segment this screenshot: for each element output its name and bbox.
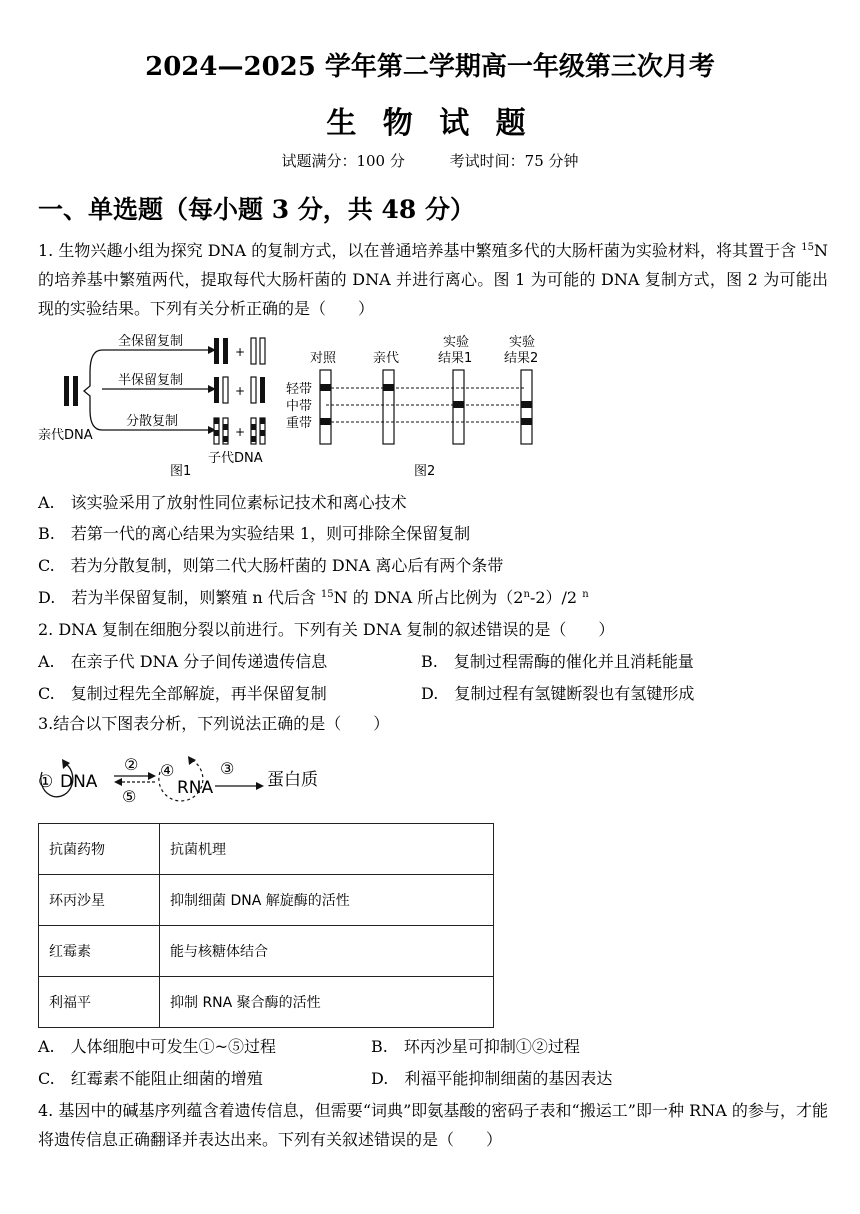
step5-label: ⑤ — [122, 787, 137, 806]
full-conservative-label: 全保留复制 — [118, 334, 184, 349]
col-result2: 结果2 — [504, 351, 539, 366]
q1-option-d[interactable]: D. 若为半保留复制，则繁殖 n 代后含 $^{15}$N 的 DNA 所占比例为（2$^n$-2）/2 $^n$ — [38, 588, 589, 607]
col-parent: 亲代 — [373, 351, 400, 366]
rna-label: RNA — [177, 778, 214, 798]
q2-stem: 2. DNA 复制在细胞分裂以前进行。下列有关 DNA 复制的叙述错误的是（ ） — [38, 620, 615, 639]
table-cell: 抗菌机理 — [160, 824, 494, 875]
q3-option-d[interactable]: D. 利福平能抑制细菌的基因表达 — [371, 1069, 613, 1088]
table-cell: 能与核糖体结合 — [160, 926, 494, 977]
dna-label: DNA — [60, 772, 98, 792]
exam-info — [0, 150, 860, 171]
q1-option-a[interactable]: A. 该实验采用了放射性同位素标记技术和离心技术 — [38, 493, 407, 512]
fig1-caption: 图1 — [170, 464, 192, 479]
svg-text:实验: 实验 — [443, 335, 470, 350]
parent-dna-strand — [73, 376, 78, 406]
q1-figures — [30, 332, 550, 480]
table-row — [39, 977, 494, 1028]
protein-label: 蛋白质 — [267, 770, 318, 790]
tube-control — [320, 370, 331, 444]
svg-text:实验: 实验 — [509, 335, 536, 350]
q1-stem: 1. 生物兴趣小组为探究 DNA 的复制方式，以在普通培养基中繁殖多代的大肠杆菌为实验材料，将其置于含 $^{15}$N 的培养基中繁殖两代，提取每代大肠杆菌的 DNA 并进行离心。图 1 为可能的 DNA 复制方式，图 2 为可能出现的实验结果。下列有关分析正确的是（ ） — [38, 241, 828, 318]
table-row — [39, 824, 494, 875]
parent-dna-label: 亲代DNA — [38, 428, 93, 443]
exam-title: 2024—2025 学年第二学期高一年级第三次月考 — [145, 52, 715, 82]
table-cell: 环丙沙星 — [39, 875, 160, 926]
table-row — [39, 926, 494, 977]
step1-label: ① — [38, 772, 54, 792]
tube-parent — [383, 370, 394, 444]
brace — [84, 350, 102, 430]
q3-option-c[interactable]: C. 红霉素不能阻止细菌的增殖 — [38, 1069, 263, 1088]
mid-band-label: 中带 — [286, 399, 313, 414]
parent-dna-strand — [64, 376, 69, 406]
q3-option-b[interactable]: B. 环丙沙星可抑制①②过程 — [371, 1037, 580, 1056]
col-result1: 结果1 — [438, 351, 473, 366]
step4-label: ④ — [160, 761, 175, 780]
table-cell: 抑制细菌 DNA 解旋酶的活性 — [160, 875, 494, 926]
q1-option-c[interactable]: C. 若为分散复制，则第二代大肠杆菌的 DNA 离心后有两个条带 — [38, 556, 504, 575]
table-cell: 抗菌药物 — [39, 824, 160, 875]
svg-text:+: + — [235, 345, 246, 359]
col-control: 对照 — [310, 351, 337, 366]
table-cell: 利福平 — [39, 977, 160, 1028]
svg-text:+: + — [235, 384, 246, 398]
q1-option-b[interactable]: B. 若第一代的离心结果为实验结果 1，则可排除全保留复制 — [38, 524, 471, 543]
full-score: 试题满分：100 分 — [281, 152, 405, 170]
q4-stem: 4. 基因中的碱基序列蕴含着遗传信息，但需要“词典”即氨基酸的密码子表和“搬运工”即一种 RNA 的参与，才能将遗传信息正确翻译并表达出来。下列有关叙述错误的是（ ） — [38, 1101, 828, 1149]
step2-label: ② — [124, 755, 139, 774]
q2-option-d[interactable]: D. 复制过程有氢键断裂也有氢键形成 — [421, 684, 695, 703]
section-title: 一、单选题（每小题 3 分，共 48 分） — [38, 195, 476, 224]
dispersive-label: 分散复制 — [126, 414, 179, 429]
child-dna-label: 子代DNA — [208, 451, 263, 466]
central-dogma-diagram — [32, 750, 352, 810]
heavy-band-label: 重带 — [286, 416, 313, 431]
fig2-caption: 图2 — [414, 464, 436, 479]
q2-option-b[interactable]: B. 复制过程需酶的催化并且消耗能量 — [421, 652, 694, 671]
svg-text:+: + — [235, 425, 246, 439]
table-cell: 红霉素 — [39, 926, 160, 977]
subject-title: 生 物 试 题 — [326, 106, 534, 141]
exam-time: 考试时间：75 分钟 — [449, 152, 579, 170]
step3-label: ③ — [220, 759, 235, 778]
q3-option-a[interactable]: A. 人体细胞中可发生①~⑤过程 — [38, 1037, 277, 1056]
q2-option-a[interactable]: A. 在亲子代 DNA 分子间传递遗传信息 — [38, 652, 328, 671]
table-row — [39, 875, 494, 926]
light-band-label: 轻带 — [286, 382, 313, 397]
antibiotic-table — [38, 823, 494, 1028]
semi-conservative-label: 半保留复制 — [118, 373, 184, 388]
table-cell: 抑制 RNA 聚合酶的活性 — [160, 977, 494, 1028]
q2-option-c[interactable]: C. 复制过程先全部解旋，再半保留复制 — [38, 684, 327, 703]
q3-stem: 3.结合以下图表分析，下列说法正确的是（ ） — [38, 714, 390, 733]
